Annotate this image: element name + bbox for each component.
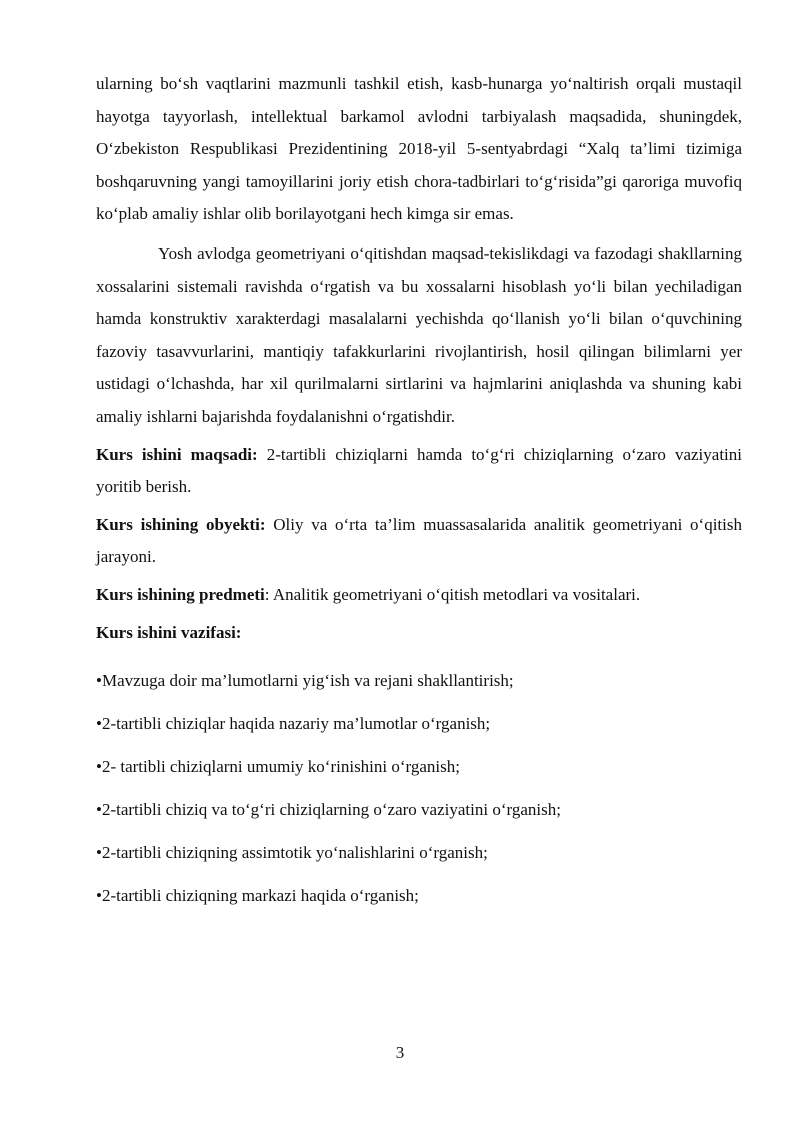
intro-paragraph: ularning bo‘sh vaqtlarini mazmunli tashkil etish, kasb-hunarga yo‘naltirish orqali mustaqil hayotga tayyorlash, intellektual barkamol avlodni tarbiyalash maqsadida, shuningdek, O‘zbekiston Respublikasi Prezidentining 2018-yil 5-sentyabrdagi “Xalq ta’limi tizimiga boshqaruvning yangi tamoyillarini joriy etish chora-tadbirlari to‘g‘risida”gi qaroriga muvofiq ko‘plab amaliy ishlar olib borilayotgani hech kimga sir emas. xyxy=(96,74,742,224)
course-object-text: Oliy va o‘rta ta’lim muassasalarida analitik geometriyani o‘qitish jarayoni. xyxy=(96,514,742,567)
course-subject xyxy=(96,579,742,612)
geometry-goal-paragraph: Yosh avlodga geometriyani o‘qitishdan maqsad-tekislikdagi va fazodagi shakllarning xossalarini sistemali ravishda o‘rgatish va bu xossalarni hisoblash yo‘li bilan yechiladigan hamda konstruktiv xarakterdagi masalalarni yechishda qo‘llanish yo‘li bilan o‘quvchining fazoviy tasavvurlarini, mantiqiy tafakkurlarini rivojlantirish, hosil qilingan bilimlarni yer ustidagi o‘lchashda, har xil qurilmalarni sirtlarini va hajmlarini aniqlashda va shuning kabi amaliy ishlarni bajarishda foydalanishni o‘rgatishdir. xyxy=(96,243,742,426)
list-item: •2-tartibli chiziqlar haqida nazariy ma’lumotlar o‘rganish; xyxy=(96,714,491,734)
page-number: 3 xyxy=(395,1043,405,1062)
course-goal-text: 2-tartibli chiziqlarni hamda to‘g‘ri chiziqlarning o‘zaro vaziyatini yoritib berish. xyxy=(96,444,742,497)
tasks-list xyxy=(96,670,742,907)
list-item: •2-tartibli chiziq va to‘g‘ri chiziqlarning o‘zaro vaziyatini o‘rganish; xyxy=(96,800,561,820)
course-goal-label: Kurs ishini maqsadi: xyxy=(96,444,258,464)
course-subject-label: Kurs ishining predmeti xyxy=(96,584,265,604)
list-item: •2-tartibli chiziqning markazi haqida o‘rganish; xyxy=(96,886,419,906)
document-page xyxy=(96,68,742,907)
list-item: •2-tartibli chiziqning assimtotik yo‘nalishlarini o‘rganish; xyxy=(96,843,488,863)
tasks-heading: Kurs ishini vazifasi: xyxy=(96,622,242,642)
course-subject-text: : Analitik geometriyani o‘qitish metodlari va vositalari. xyxy=(264,584,641,604)
course-object xyxy=(96,509,742,574)
course-object-label: Kurs ishining obyekti: xyxy=(96,514,266,534)
list-item: •Mavzuga doir ma’lumotlarni yig‘ish va rejani shakllantirish; xyxy=(96,671,514,691)
course-goal xyxy=(96,439,742,504)
list-item: •2- tartibli chiziqlarni umumiy ko‘rinishini o‘rganish; xyxy=(96,757,460,777)
